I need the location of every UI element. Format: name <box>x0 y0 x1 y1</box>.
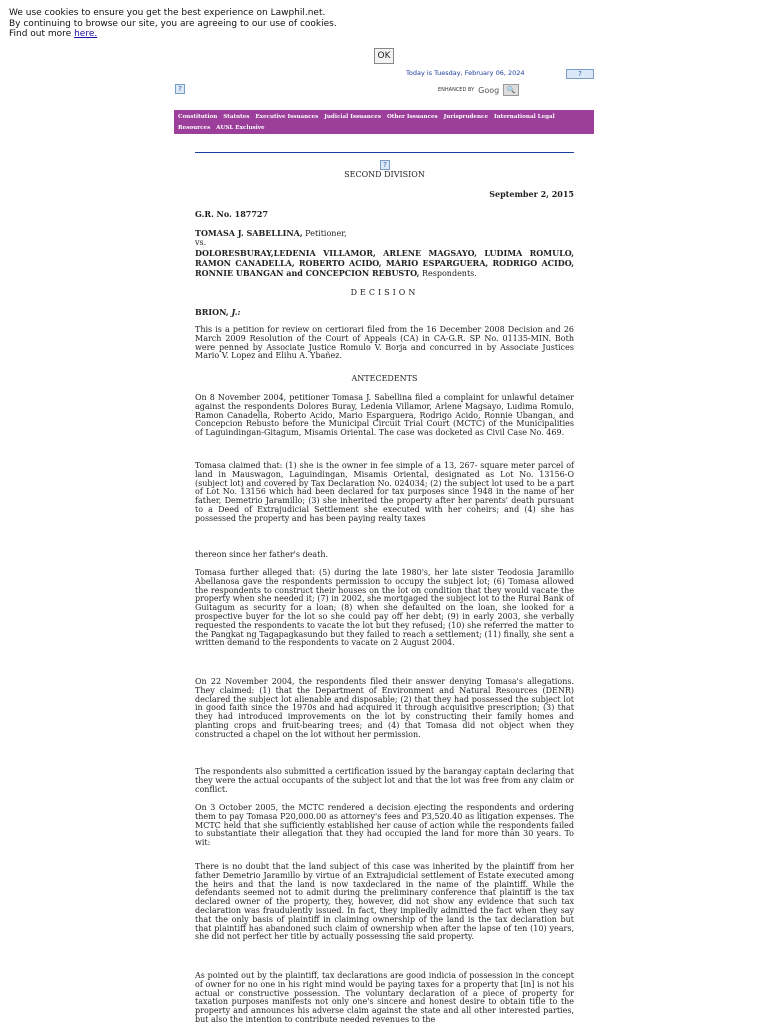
broken-image-icon: ? <box>175 84 185 94</box>
nav-jurisprudence[interactable]: Jurisprudence <box>443 114 489 120</box>
paragraph: thereon since her father's death. <box>195 550 329 559</box>
division-heading: SECOND DIVISION <box>344 170 425 179</box>
respondents-names: DOLORESBURAY,LEDENIA VILLAMOR, ARLENE MAGSAYO, LUDIMA ROMULO, RAMON CANADELLA, ROBERTO ACIDO, MARIO ESPARGUERA, RODRIGO ACIDO, RONNIE UBANGAN and CONCEPCION REBUSTO, <box>195 248 574 278</box>
paragraph: Tomasa further alleged that: (5) during the late 1980's, her late sister Teodosia Jaramillo Abellanosa gave the respondents permission to occupy the subject lot; (6) Tomasa allowed the respondents to construct their houses on the lot on condition that they would vacate the property when she needed it; (7) in 2002, she mortgaged the subject lot to the Rural Bank of Guitagum as security for a loan; (8) when she defaulted on the loan, she looked for a prospective buyer for the lot so she could pay off her debt; (9) in early 2003, she verbally requested the respondents to vacate the lot but they refused; (10) she referred the matter to the Pangkat ng Tagapagkasundo but they failed to reach a settlement; (11) finally, she sent a written demand to the respondents to vacate on 2 August 2004. <box>195 568 574 648</box>
today-date: Today is Tuesday, February 06, 2024 <box>406 69 525 77</box>
ponente: BRION, J.: <box>195 307 241 317</box>
cookie-line-1: We use cookies to ensure you get the best experience on Lawphil.net. <box>9 8 326 18</box>
gr-number: G.R. No. 187727 <box>195 209 269 219</box>
paragraph: Tomasa claimed that: (1) she is the owner in fee simple of a 13, 267- square meter parcel of land in Mauswagon, Laguindingan, Misamis Oriental, designated as Lot No. 13156-O (subject lot) and covered by Tax Declaration No. 024034; (2) the subject lot used to be a part of Lot No. 13156 which had been declared for tax purposes since 1948 in the name of her father, Demetrio Jaramillo; (3) she inherited the property after her parents' death pursuant to a Deed of Extrajudicial Settlement she executed with her coheirs; and (4) she has possessed the property and has been paying realty taxes <box>195 461 574 523</box>
paragraph: The respondents also submitted a certification issued by the barangay captain declaring that they were the actual occupants of the subject lot and that the lot was free from any claim or conflict. <box>195 767 574 794</box>
paragraph: On 3 October 2005, the MCTC rendered a decision ejecting the respondents and ordering them to pay Tomasa P20,000.00 as attorney's fees and P3,520.40 as litigation expenses. The MCTC held that she sufficiently established her cause of action while the respondents failed to substantiate their allegation that they had occupied the land for more than 30 years. To wit: <box>195 803 574 848</box>
nav-statutes[interactable]: Statutes <box>223 114 250 120</box>
paragraph: This is a petition for review on certiorari filed from the 16 December 2008 Decision and 26 March 2009 Resolution of the Court of Appeals (CA) in CA-G.R. SP No. 01135-MIN. Both were penned by Associate Justice Romulo V. Borja and concurred in by Associate Justices Mario V. Lopez and Elihu A. Ybañez. <box>195 325 574 361</box>
decision-date: September 2, 2015 <box>489 189 574 199</box>
cookie-line-2: By continuing to browse our site, you are agreeing to our use of cookies. <box>9 18 337 29</box>
petitioner-name: TOMASA J. SABELLINA, <box>195 228 303 238</box>
search-input[interactable]: Goog <box>478 85 500 95</box>
cookie-ok-button[interactable]: OK <box>374 48 394 64</box>
decision-heading: DECISION <box>350 288 419 297</box>
paragraph: On 8 November 2004, petitioner Tomasa J. Sabellina filed a complaint for unlawful detainer against the respondents Dolores Buray, Ledenia Villamor, Arlene Magsayo, Ludima Romulo, Ramon Canadella, Roberto Acido, Mario Esparguera, Rodrigo Acido, Ronnie Ubangan, and Concepcion Rebusto before the Municipal Circuit Trial Court (MCTC) of the Municipalities of Laguindingan-Gitagum, Misamis Oriental. The case was docketed as Civil Case No. 469. <box>195 393 574 438</box>
search-icon: 🔍 <box>506 86 516 94</box>
quoted-paragraph: There is no doubt that the land subject of this case was inherited by the plaintiff from her father Demetrio Jaramillo by virtue of an Extrajudicial settlement of Estate executed among the heirs and that the land is now taxdeclared in the name of the plaintiff. While the defendants seemed not to admit during the preliminary conference that plaintiff is the tax declared owner of the property, they, however, did not show any evidence that such tax declaration was fraudulently issued. In fact, they impliedly admitted the fact when they say that the only basis of plaintiff in claiming ownership of the land is the tax declaration but that plaintiff has abandoned such claim of ownership when after the lapse of ten (10) years, she did not perfect her title by actually possessing the said property. <box>195 862 574 942</box>
paragraph: On 22 November 2004, the respondents filed their answer denying Tomasa's allegations. They claimed: (1) that the Department of Environment and Natural Resources (DENR) declared the subject lot alienable and disposable; (2) that they had possessed the subject lot in good faith since the 1970s and had acquired it through acquisitive prescription; (3) that they had introduced improvements on the lot by constructing their family homes and planting crops and fruit-bearing trees; and (4) that Tomasa did not object when they constructed a chapel on the lot without her permission. <box>195 677 574 739</box>
broken-image-icon: ? <box>566 69 594 79</box>
broken-image-icon: ? <box>380 160 390 170</box>
search-button[interactable] <box>503 84 519 96</box>
petitioner-line: TOMASA J. SABELLINA, Petitioner, <box>195 228 347 238</box>
header-rule <box>195 152 574 153</box>
nav-judicial-issuances[interactable]: Judicial Issuances <box>324 114 381 120</box>
main-nav <box>174 110 594 134</box>
respondents-line: DOLORESBURAY,LEDENIA VILLAMOR, ARLENE MAGSAYO, LUDIMA ROMULO, RAMON CANADELLA, ROBERTO ACIDO, MARIO ESPARGUERA, RODRIGO ACIDO, RONNIE UBANGAN and CONCEPCION REBUSTO, Respondents. <box>195 248 574 278</box>
quoted-paragraph: As pointed out by the plaintiff, tax declarations are good indicia of possession in the concept of owner for no one in his right mind would be paying taxes for a property that [in] is not his actual or constructive possession. The voluntary declaration of a piece of property for taxation purposes manifests not only one's sincere and honest desire to obtain title to the property and announces his adverse claim against the state and all other interested parties, but also the intention to contribute needed revenues to the <box>195 971 574 1024</box>
nav-ausl-exclusive[interactable]: AUSL Exclusive <box>216 125 265 131</box>
nav-international-legal-resources[interactable]: International Legal Resources <box>178 114 555 131</box>
cookie-notice <box>9 8 337 40</box>
cookie-line-3: Find out more here. <box>9 29 98 39</box>
enhanced-by-label: ENHANCED BY <box>438 87 475 93</box>
cookie-more-link[interactable]: here. <box>74 29 98 39</box>
antecedents-heading: ANTECEDENTS <box>351 374 418 383</box>
nav-other-issuances[interactable]: Other Issuances <box>386 114 438 120</box>
nav-executive-issuances[interactable]: Executive Issuances <box>255 114 319 120</box>
versus: vs. <box>195 238 207 247</box>
site-search <box>438 84 519 96</box>
nav-constitution[interactable]: Constitution <box>178 114 218 120</box>
